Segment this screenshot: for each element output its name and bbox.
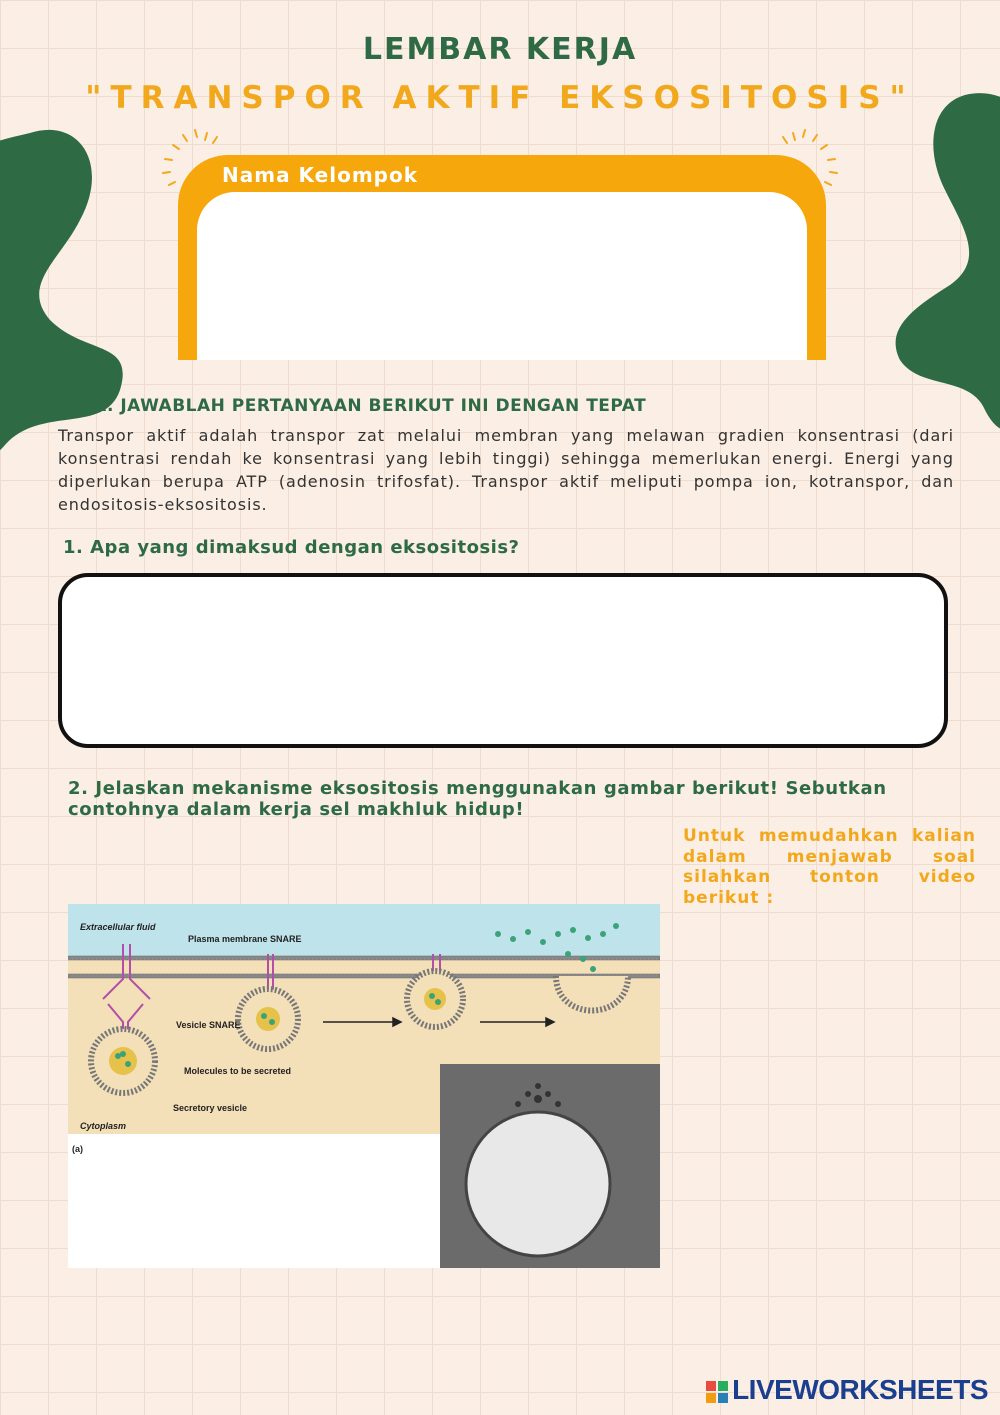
label-panel-a: (a) [72,1144,83,1154]
decorative-blob-left [0,125,140,470]
group-name-label: Nama Kelompok [222,163,419,187]
page-title: LEMBAR KERJA [362,32,638,67]
brand-text: LIVEWORKSHEETS [732,1374,988,1405]
section-heading: A. JAWABLAH PERTANYAAN BERIKUT INI DENGAN TEPAT [93,396,647,416]
group-name-input[interactable] [197,192,807,360]
exocytosis-diagram [68,904,660,1268]
answer-1-input[interactable] [58,573,948,748]
intro-paragraph: Transpor aktif adalah transpor zat melalui membran yang melawan gradien konsentrasi (dari konsentrasi rendah ke konsentrasi yang lebih tinggi) sehingga memerlukan energi. Energi yang diperlukan berupa ATP (adenosin trifosfat). Transpor aktif meliputi pompa ion, kotranspor, dan endositosis-eksositosis. [58,426,954,514]
label-secretory-vesicle: Secretory vesicle [173,1103,248,1113]
video-hint: Untuk memudahkan kalian dalam menjawab soal silahkan tonton video berikut : [683,826,976,908]
label-extracellular: Extracellular fluid [80,922,156,932]
brand-logo[interactable] [706,1374,988,1406]
label-vesicle-snare: Vesicle SNARE [176,1020,241,1030]
decorative-blob-right [890,90,1000,440]
label-plasma-snare: Plasma membrane SNARE [188,934,302,944]
question-1: 1. Apa yang dimaksud dengan eksositosis? [63,537,520,558]
label-molecules: Molecules to be secreted [184,1066,292,1076]
exocytosis-figure [68,904,660,1268]
liveworksheets-icon [706,1381,728,1403]
page-subtitle: "TRANSPOR AKTIF EKSOSITOSIS" [85,80,915,116]
label-cytoplasm: Cytoplasm [80,1121,127,1131]
question-2: 2. Jelaskan mekanisme eksositosis menggunakan gambar berikut! Sebutkan contohnya dalam kerja sel makhluk hidup! [68,778,887,820]
